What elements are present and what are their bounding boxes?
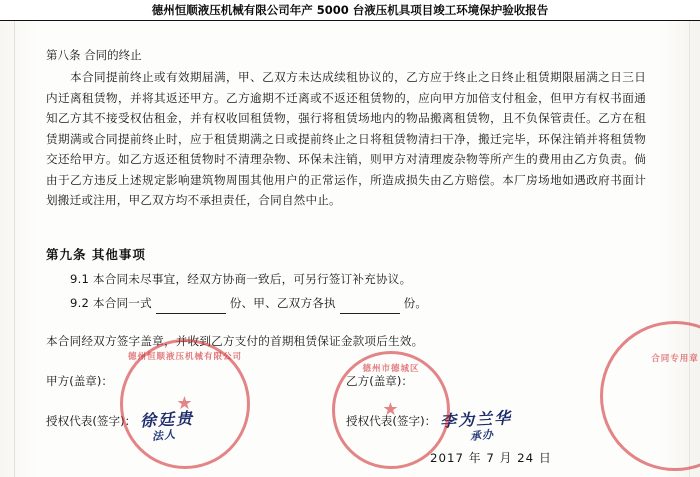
clause-8-heading: 第八条 合同的终止 [46, 48, 142, 62]
clause-9-item-2-suffix: 份。 [403, 296, 428, 310]
signing-date [430, 449, 552, 466]
seal-star-icon: ★ [176, 392, 194, 414]
clause-9-item-2-prefix: 9.2 本合同一式 [70, 296, 152, 310]
clause-8-paragraph: 本合同提前终止或有效期届满，甲、乙双方未达成续租协议的，乙方应于终止之日终止租赁期限届满之日三日内迁离租赁物，并将其返还甲方。乙方逾期不迁离或不返还租赁物的，应向甲方加倍支付租金，但甲方有权书面通知乙方其不接受权估租金，并有权收回租赁物，强行将租赁场地内的物品搬离租赁物，且不负保管责任。乙方在租赁期满或合同提前终止时，应于租赁期满之日或提前终止之日将租赁物清扫干净，搬迁完毕，环保注销并将租赁物交还给甲方。如乙方返还租赁物时不清理杂物、环保未注销，则甲方对清理废杂物等所产生的费用由乙方负责。倘由于乙方违反上述规定影响建筑物周围其他用户的正常运作，所造成损失由乙方赔偿。本厂房场地如遇政府书面计划搬迁或注用，甲乙双方均不承担责任，合同自然中止。 [46, 70, 646, 207]
clause-9-item-2-mid: 份、甲、乙双方各执 [229, 296, 336, 310]
party-b-seal-label: 乙方(盖章)： [346, 374, 414, 388]
party-b-seal-text: 德州市德城区 [362, 364, 420, 374]
party-b-rep-mark: 承办 [469, 427, 495, 444]
copies-blank-2[interactable] [340, 301, 400, 314]
side-seal-text: 合同专用章 [651, 354, 699, 364]
party-b-rep-label: 授权代表(签字)： [346, 414, 437, 428]
report-header-banner [0, 0, 700, 21]
signature-seal-row [46, 373, 646, 389]
party-b-seal-label-col [346, 373, 646, 389]
date-month-label: 月 [499, 451, 513, 465]
party-a-seal-text: 德州恒顺液压机械有限公司 [127, 352, 242, 362]
date-day: 24 [517, 451, 535, 465]
clause-9-heading: 第九条 其他事项 [46, 247, 146, 262]
party-b-rep-signature: 李为兰华 [439, 408, 513, 431]
party-a-rep-signature: 徐廷贵 [139, 408, 195, 431]
date-year: 2017 [430, 451, 465, 465]
party-a-seal-label: 甲方(盖章)： [46, 374, 114, 388]
effective-clause: 本合同经双方签字盖章，并收到乙方支付的首期租赁保证金款项后生效。 [46, 334, 424, 348]
date-month: 7 [486, 451, 495, 465]
paper-edge-left [14, 21, 15, 477]
copies-blank-1[interactable] [156, 301, 226, 314]
date-year-label: 年 [468, 451, 482, 465]
seal-star-icon-b: ★ [382, 398, 400, 420]
party-a-rep-label: 授权代表(签字)： [46, 414, 137, 428]
party-a-company-seal [120, 339, 250, 469]
party-b-rep-mark-col [470, 425, 700, 446]
scanned-contract-image [0, 21, 700, 477]
paper-edge-right [689, 21, 690, 477]
page-title: 德州恒顺液压机械有限公司年产 5000 台液压机具项目竣工环境保护验收报告 [151, 3, 549, 17]
clause-9-item-2 [70, 293, 646, 314]
date-day-label: 日 [538, 451, 552, 465]
party-a-seal-label-col [46, 373, 346, 389]
party-a-rep-mark: 法人 [151, 427, 177, 444]
clause-9-item-1: 9.1 本合同未尽事宜，经双方协商一致后，可另行签订补充协议。 [70, 272, 412, 286]
